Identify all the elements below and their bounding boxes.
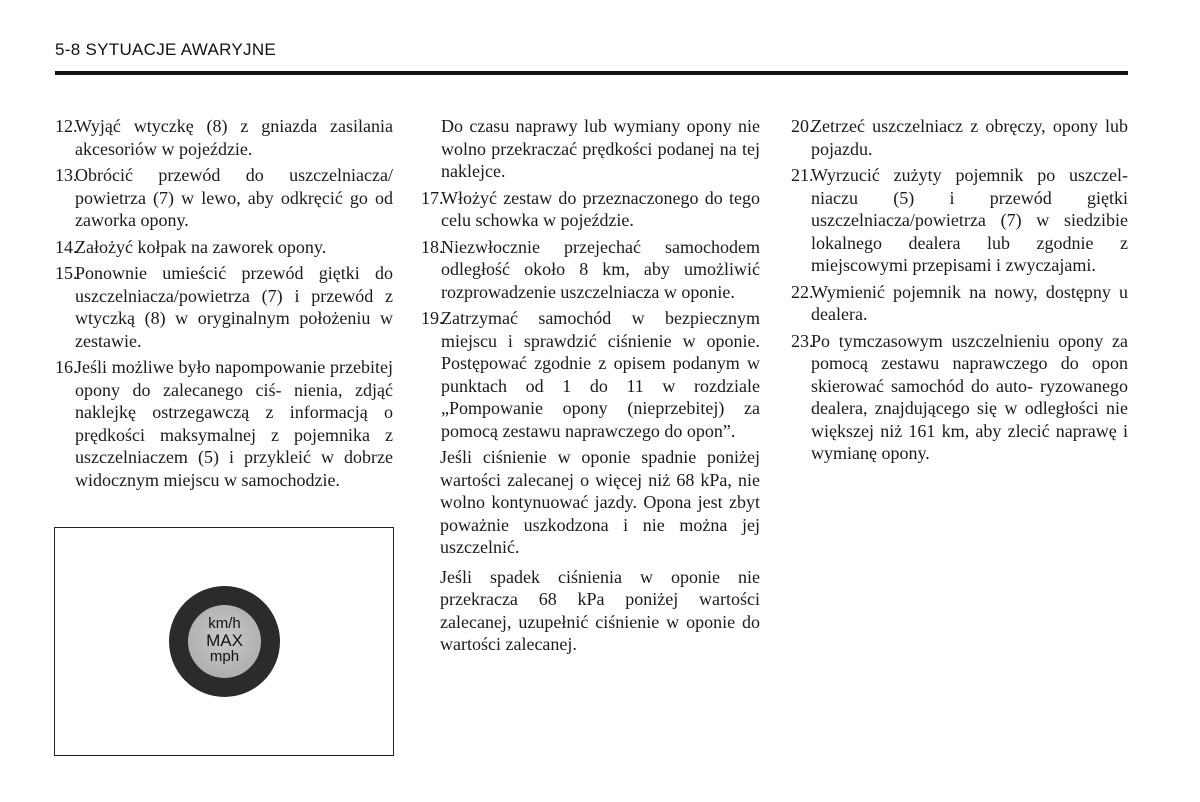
item-text: Włożyć zestaw do przeznaczonego do tego celu schowka w pojeździe. [441,187,760,230]
column-left [55,115,393,495]
column-right [791,115,1128,469]
item-text: Wyjąć wtyczkę (8) z gniazda zasilania akcesoriów w pojeździe. [75,116,393,159]
list-item [55,164,393,232]
item-text: Obrócić przewód do uszczelniacza/ powietrza (7) w lewo, aby odkręcić go od zaworka opony. [75,165,393,230]
item-text: Zatrzymać samochód w bezpiecznym miejscu i sprawdzić ciśnienie w oponie. Postępować zgodnie z opisem podanym w punktach od 1 do 11 w rozdziale „Pompowanie opony (nieprzebitej) za pomocą zestawu naprawczego do opon”. [441,308,760,441]
item-text: Jeśli możliwe było napompowanie przebitej opony do zalecanego ciś- nienia, zdjąć naklejkę ostrzegawczą z informacją o prędkości maksymalnej z pojemnika z uszczelniaczem (5) i przykleić w dobrze widocznym miejscu w samochodzie. [75,357,393,490]
paragraph: Jeśli spadek ciśnienia w oponie nie przekracza 68 kPa poniżej wartości zalecanej, uzupełnić ciśnienie w oponie do wartości zalecanej. [440,566,760,654]
item-number: 19. [421,308,444,328]
header-divider [55,71,1128,75]
item-text: Niezwłocznie przejechać samochodem odległość około 8 km, aby umożliwić rozprowadzenie uszczelniacza w oponie. [441,236,760,302]
list-item [421,236,760,304]
paragraph: Jeśli ciśnienie w oponie spadnie poniżej wartości zalecanej o więcej niż 68 kPa, nie wolno kontynuować jazdy. Opona jest zbyt poważnie uszkodzona i nie można jej uszczelnić. [440,447,760,557]
column-middle [421,115,760,663]
item-number: 17. [421,187,444,208]
list-item [791,115,1128,160]
list-item [55,236,393,259]
list-item [55,262,393,352]
max-speed-badge-icon [169,586,280,697]
item-number: 15. [55,263,78,283]
list-item [421,307,760,442]
item-number: 12. [55,116,78,136]
item-text: Ponownie umieścić przewód giętki do uszczelniacza/powietrza (7) i przewód z wtyczką (8) w oryginalnym położeniu w zestawie. [75,263,393,351]
item-number: 16. [55,357,78,377]
item-text: Wyrzucić zużyty pojemnik po uszczel- niaczu (5) i przewód giętki uszczelniacza/powietrza (7) w siedzibie lokalnego dealera lub zgodnie z miejscowymi przepisami i zwyczajami. [811,165,1128,275]
list-item [421,187,760,232]
list-item [791,164,1128,277]
list-item [791,281,1128,326]
badge-kmh-label: km/h [208,615,241,632]
item-number: 23. [791,330,814,351]
list-item [55,356,393,491]
list-item [791,330,1128,465]
badge-max-label: MAX [206,631,243,650]
item-text: Założyć kołpak na zaworek opony. [75,236,327,257]
item-number: 20. [791,116,814,136]
badge-mph-label: mph [209,648,240,665]
item-number: 21. [791,165,814,185]
item-number: 14. [55,236,78,257]
page-title: 5-8 SYTUACJE AWARYJNE [55,40,277,59]
item-number: 22. [791,281,814,302]
item-number: 13. [55,165,78,185]
item-text: Po tymczasowym uszczelnieniu opony za pomocą zestawu naprawczego do opon skierować samochód do auto- ryzowanego dealera, znajdującego się w odległości nie większej niż 161 km, aby zlecić naprawę i wymianę opony. [811,330,1128,463]
list-item [55,115,393,160]
continuation-text: Do czasu naprawy lub wymiany opony nie wolno przekraczać prędkości podanej na tej naklejce. [441,116,760,181]
item-number: 18. [421,236,444,257]
speed-label-figure [54,527,394,756]
item-text: Zetrzeć uszczelniacz z obręczy, opony lub pojazdu. [811,116,1128,159]
item-text: Wymienić pojemnik na nowy, dostępny u dealera. [811,281,1128,324]
